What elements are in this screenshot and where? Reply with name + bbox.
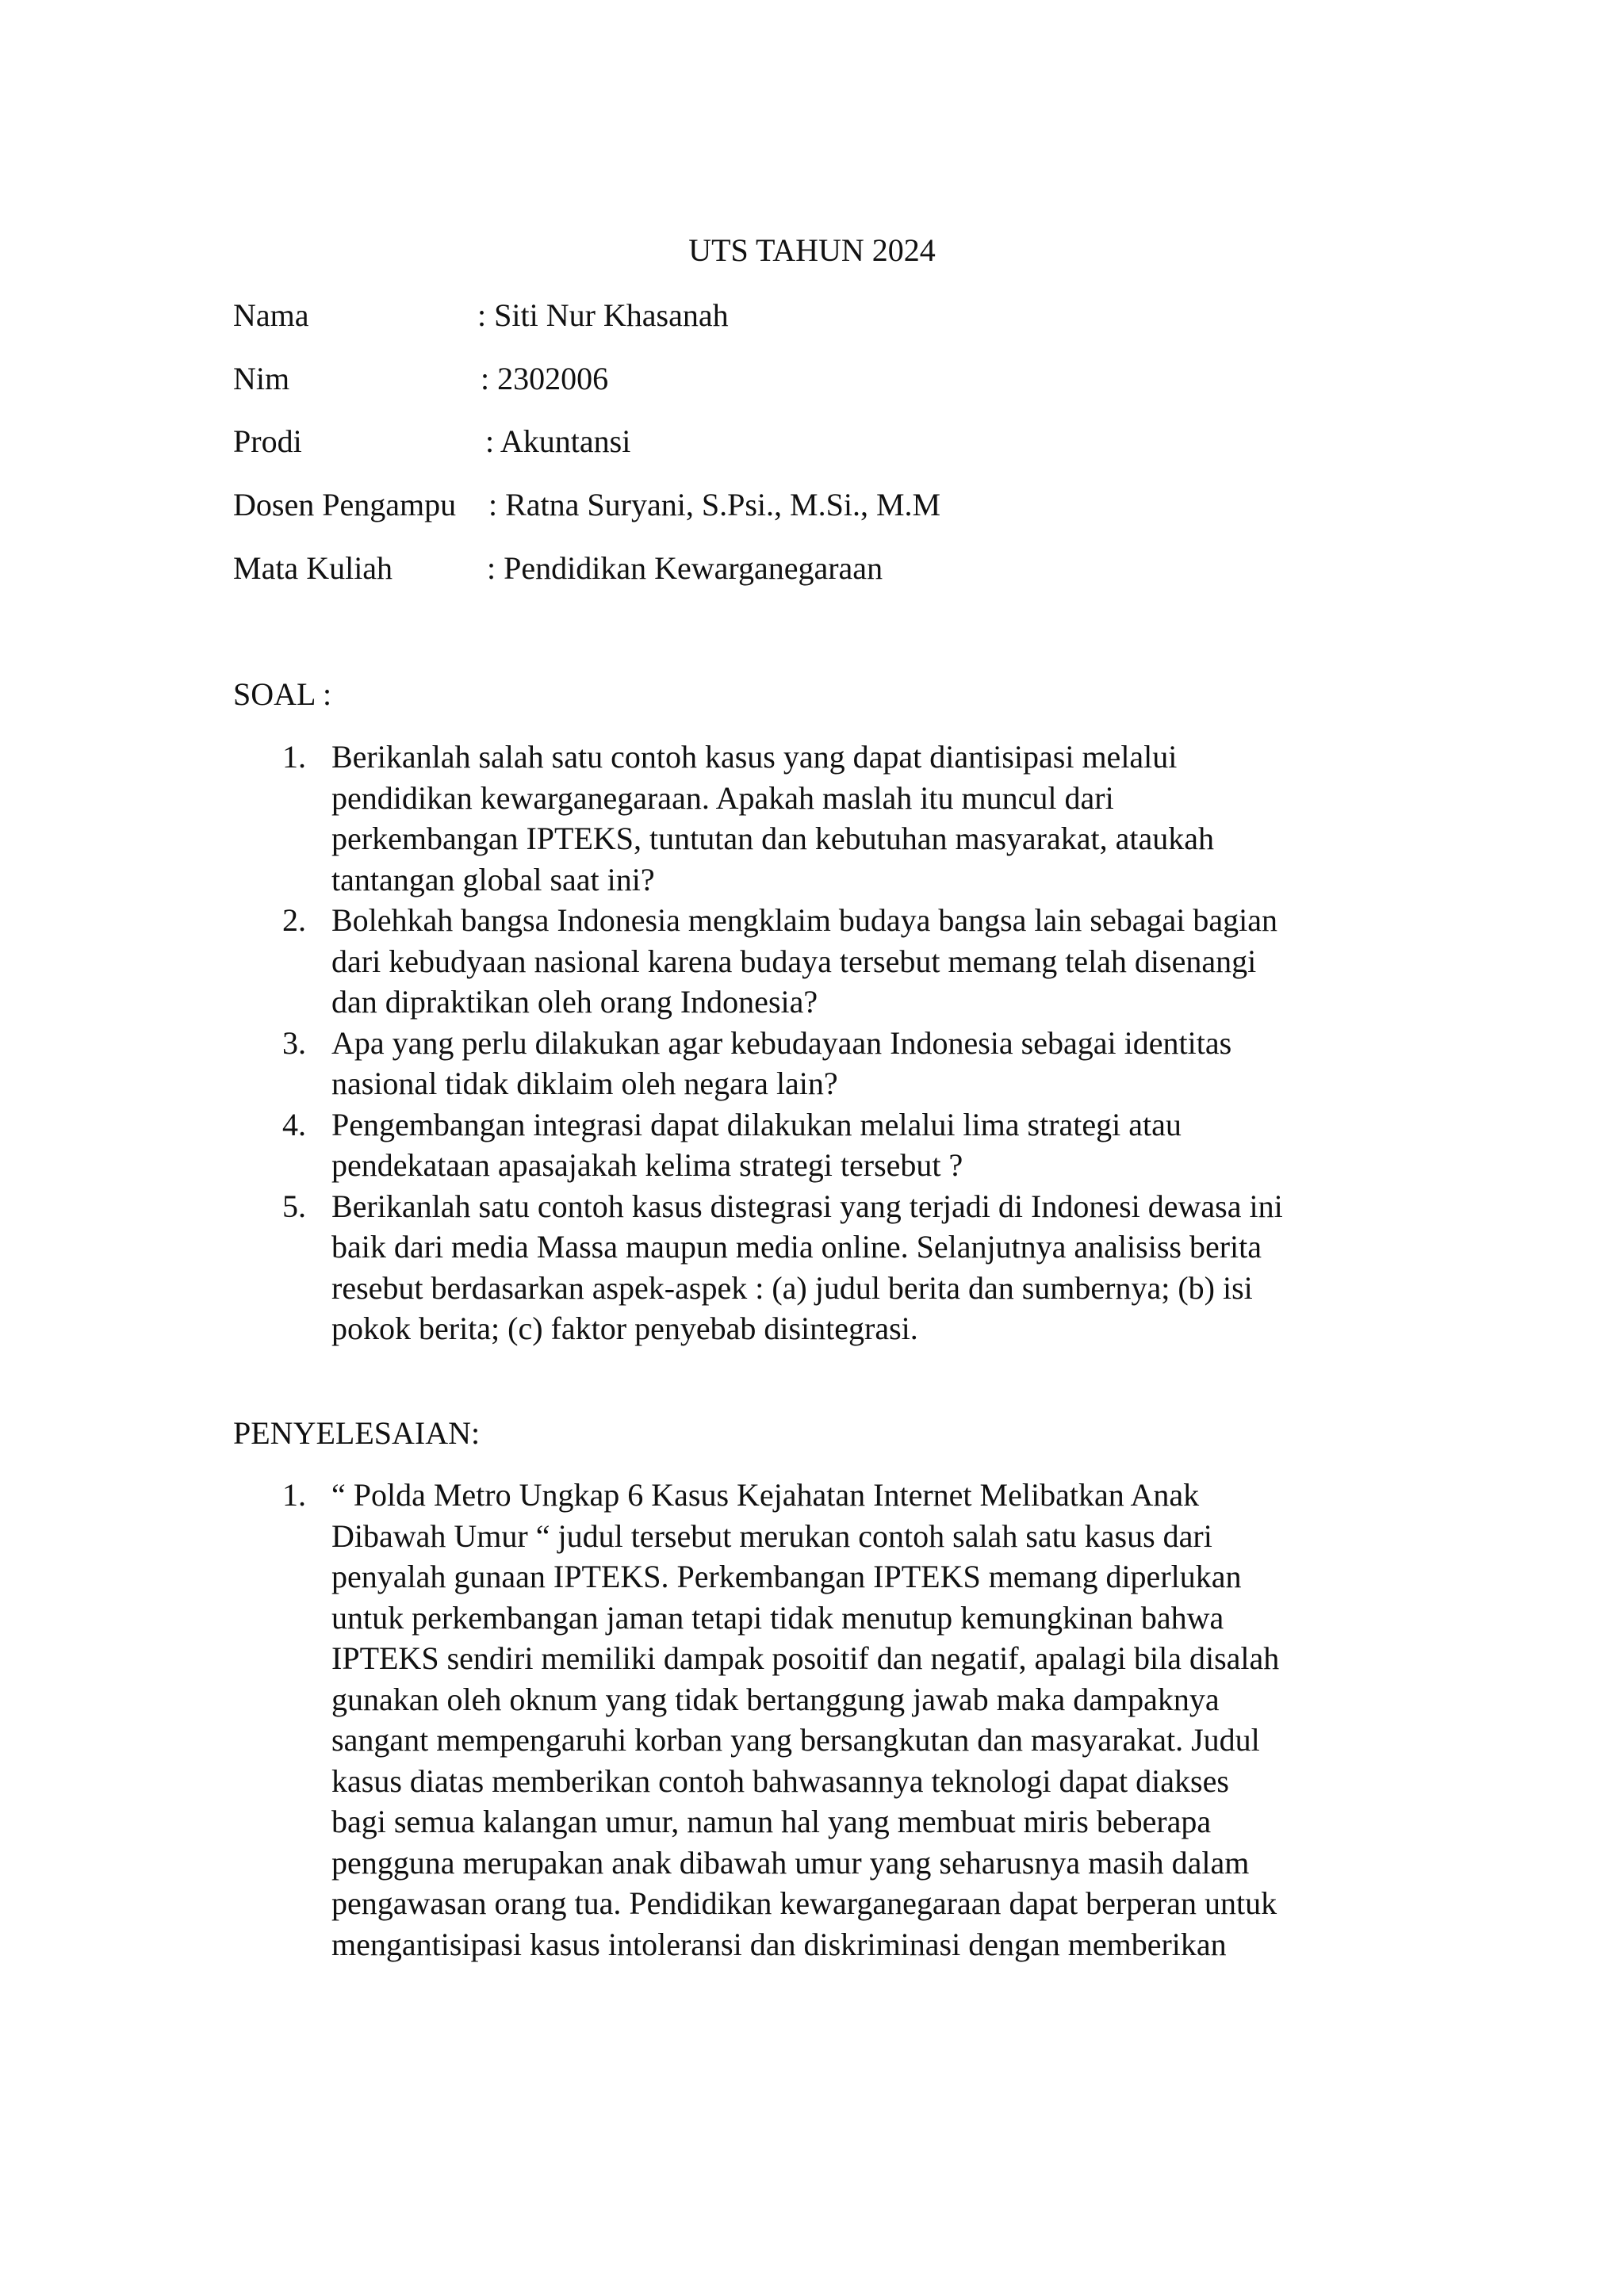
document-title: UTS TAHUN 2024 bbox=[688, 232, 936, 268]
item-number: 1. bbox=[282, 739, 306, 775]
soal-item-1 bbox=[233, 737, 1335, 900]
info-value: : Ratna Suryani, S.Psi., M.Si., M.M bbox=[488, 487, 941, 522]
penyelesaian-item-1 bbox=[233, 1475, 1335, 1965]
item-number: 5. bbox=[282, 1188, 306, 1224]
item-text: Bolehkah bangsa Indonesia mengklaim budaya bangsa lain sebagai bagian dari kebudyaan nasional karena budaya tersebut memang telah disenangi dan dipraktikan oleh orang Indonesia? bbox=[331, 902, 1277, 1020]
penyelesaian-list bbox=[233, 1475, 1335, 1965]
info-label: Nim bbox=[233, 361, 290, 396]
soal-item-5 bbox=[233, 1186, 1335, 1349]
item-number: 3. bbox=[282, 1024, 306, 1061]
info-value: : 2302006 bbox=[481, 361, 609, 396]
soal-item-3 bbox=[233, 1023, 1335, 1104]
soal-item-4 bbox=[233, 1104, 1335, 1186]
penyelesaian-heading: PENYELESAIAN: bbox=[233, 1415, 481, 1451]
info-value: : Akuntansi bbox=[485, 423, 631, 459]
info-label: Dosen Pengampu bbox=[233, 487, 457, 522]
item-text: “ Polda Metro Ungkap 6 Kasus Kejahatan Internet Melibatkan Anak Dibawah Umur “ judul tersebut merukan contoh salah satu kasus dari penyalah gunaan IPTEKS. Perkembangan IPTEKS memang diperlukan untuk perkembangan jaman tetapi tidak menutup kemungkinan bahwa IPTEKS sendiri memiliki dampak posoitif dan negatif, apalagi bila disalah gunakan oleh oknum yang tidak bertanggung jawab maka dampaknya sangant mempengaruhi korban yang bersangkutan dan masyarakat. Judul kasus diatas memberikan contoh bahwasannya teknologi dapat diakses bagi semua kalangan umur, namun hal yang membuat miris beberapa pengguna merupakan anak dibawah umur yang seharusnya masih dalam pengawasan orang tua. Pendidikan kewarganegaraan dapat berperan untuk mengantisipasi kasus intoleransi dan diskriminasi dengan memberikan bbox=[331, 1477, 1280, 1962]
soal-list bbox=[233, 737, 1335, 1349]
item-text: Pengembangan integrasi dapat dilakukan melalui lima strategi atau pendekataan apasajakah kelima strategi tersebut ? bbox=[331, 1106, 1182, 1183]
soal-item-2 bbox=[233, 900, 1335, 1023]
info-label: Prodi bbox=[233, 423, 302, 459]
item-text: Apa yang perlu dilakukan agar kebudayaan Indonesia sebagai identitas nasional tidak diklaim oleh negara lain? bbox=[331, 1024, 1232, 1101]
item-text: Berikanlah satu contoh kasus distegrasi yang terjadi di Indonesi dewasa ini baik dari media Massa maupun media online. Selanjutnya analisiss berita resebut berdasarkan aspek-aspek : (a) judul berita dan sumbernya; (b) isi pokok berita; (c) faktor penyebab disintegrasi. bbox=[331, 1188, 1283, 1346]
item-number: 2. bbox=[282, 902, 306, 938]
item-text: Berikanlah salah satu contoh kasus yang dapat diantisipasi melalui pendidikan kewarganegaraan. Apakah maslah itu muncul dari perkembangan IPTEKS, tuntutan dan kebutuhan masyarakat, ataukah tantangan global saat ini? bbox=[331, 739, 1214, 897]
soal-heading: SOAL : bbox=[233, 676, 332, 712]
info-label: Nama bbox=[233, 297, 309, 333]
info-label: Mata Kuliah bbox=[233, 550, 393, 586]
item-number: 4. bbox=[282, 1106, 306, 1142]
info-value: : Siti Nur Khasanah bbox=[477, 297, 729, 333]
item-number: 1. bbox=[282, 1477, 306, 1513]
info-value: : Pendidikan Kewarganegaraan bbox=[487, 550, 883, 586]
